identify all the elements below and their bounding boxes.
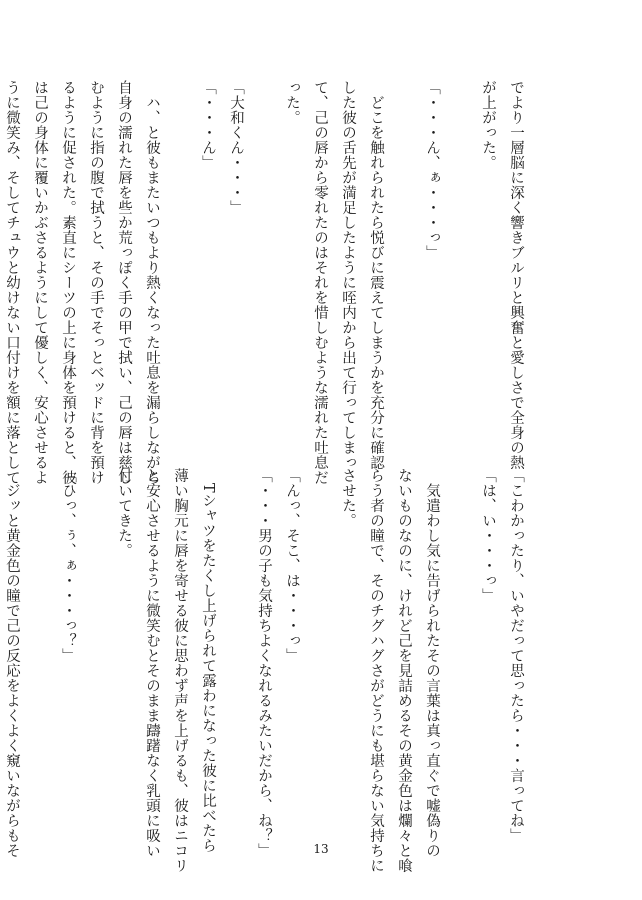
text-line	[250, 80, 278, 410]
text-line: った。	[284, 80, 300, 125]
text-line: るように促された。素直にシーツの上に身体を預けると、彼	[60, 80, 76, 485]
text-line	[26, 468, 54, 798]
text-line: と安心させるように微笑むとそのまま躊躇なく乳頭に吸い	[144, 468, 160, 858]
text-line: Tシャツをたくし上げられて露わになった彼に比べたら	[200, 468, 216, 854]
text-line: 「こわかったり、いやだって思ったら・・・言ってね」	[508, 468, 524, 843]
text-line: 「・・・男の子も気持ちよくなれるみたいだから、ね？」	[256, 468, 272, 858]
text-line: 「・・・ん、ぁ・・・っ」	[424, 80, 440, 260]
text-line: させた。	[340, 468, 356, 528]
text-line: した彼の舌先が満足したように咥内から出て行ってしまっ	[340, 80, 356, 470]
text-line	[166, 80, 194, 410]
text-line: 「んっ、そこ、は・・・っ」	[284, 468, 300, 663]
text-line: でより一層脳に深く響きブルリと興奮と愛しさで全身の熱	[508, 80, 524, 470]
text-line	[82, 468, 110, 798]
text-line: らう者の瞳で、そのチグハグさがどうにも堪らない気持ちに	[368, 468, 384, 873]
page-number: 13	[313, 842, 329, 856]
text-line: 「大和くん・・・」	[228, 80, 244, 215]
text-line	[446, 468, 474, 798]
top-text-block	[4, 80, 530, 485]
text-line	[222, 468, 250, 798]
text-line: 気遣わし気に告げられたその言葉は真っ直ぐで嘘偽りの	[424, 468, 440, 858]
text-line	[446, 80, 474, 410]
text-line: 「は、い・・・っ」	[480, 468, 496, 603]
text-line: うに微笑み、そしてチュウと幼けない口付けを額に落として	[4, 80, 20, 485]
text-line: ハ、と彼もまたいつもより熱くなった吐息を漏らしながら	[144, 80, 160, 485]
text-line: 「ひっ、ぅ、ぁ・・・っ？」	[60, 468, 76, 663]
text-line: 薄い胸元に唇を寄せる彼に思わず声を上げるも、彼はニコリ	[172, 468, 188, 873]
text-line: どこを触れられたら悦びに震えてしまうかを充分に確認	[368, 80, 384, 470]
text-line: 「・・・ん」	[200, 80, 216, 170]
text-line: は己の身体に覆いかぶさるようにして優しく、安心させるよ	[32, 80, 48, 485]
text-line	[390, 80, 418, 410]
text-line: て、己の唇から零れたのはそれを惜しむような濡れた吐息だ	[312, 80, 328, 485]
text-line	[306, 468, 334, 798]
text-line: 付いてきた。	[116, 468, 132, 558]
text-line: 自身の濡れた唇を些か荒っぽく手の甲で拭い、己の唇は慈し	[116, 80, 132, 485]
text-line: むように指の腹で拭うと、その手でそっとベッドに背を預け	[88, 80, 104, 485]
text-line: ジッと黄金色の瞳で己の反応をよくよく窺いながらもそ	[4, 468, 20, 858]
text-line: が上がった。	[480, 80, 496, 170]
text-line: ないものなのに、けれど己を見詰めるその黄金色は爛々と喰	[396, 468, 412, 873]
